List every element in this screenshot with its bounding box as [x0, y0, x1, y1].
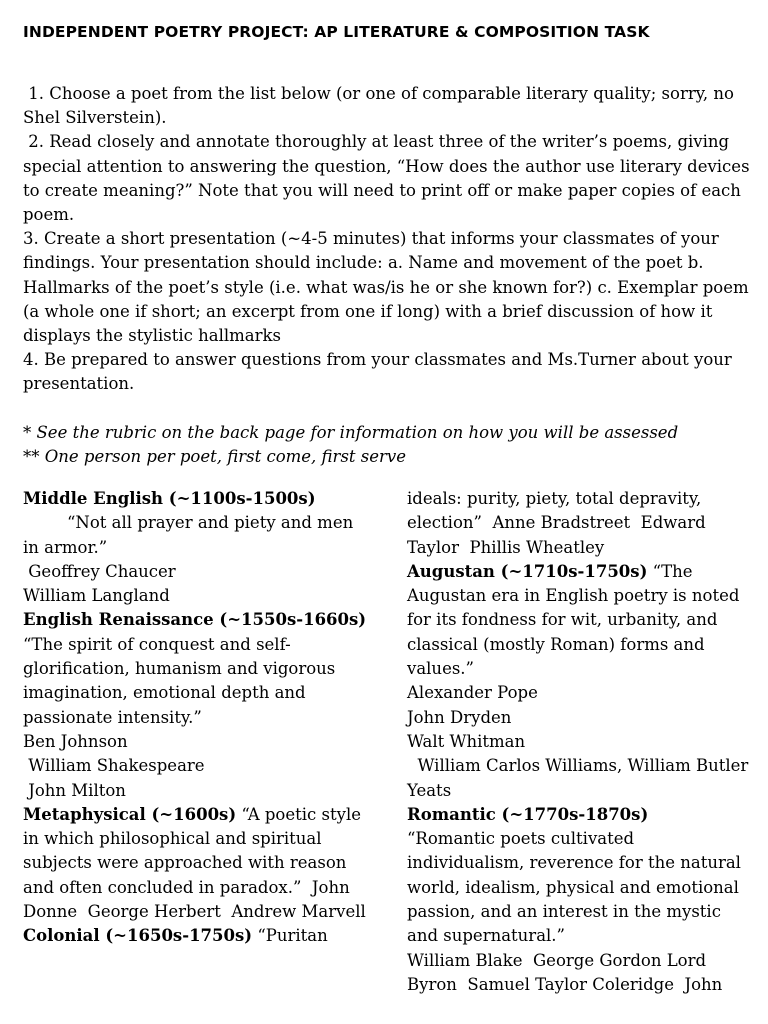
step-3: 3. Create a short presentation (~4-5 minutes) that informs your classmates of your findings. Your presentation should include: a. Name and movement of the poet b. Hallmarks of the poet’s style (i.e. what was/is he or she known for?) c. Exemplar poem (a whole one if short; an excerpt from one if long) with a brief discussion of how it displays the stylistic hallmarks [23, 229, 749, 346]
augustan-section [407, 560, 752, 681]
page-title: INDEPENDENT POETRY PROJECT: AP LITERATURE & COMPOSITION TASK [23, 23, 650, 41]
romantic-poets: William Blake George Gordon Lord Byron Samuel Taylor Coleridge John [407, 950, 723, 994]
poet-pope: Alexander Pope [407, 683, 538, 703]
poet-johnson: Ben Johnson [23, 731, 128, 751]
colonial-text: “Puritan [252, 926, 328, 946]
right-column [407, 487, 752, 997]
metaphysical-text: “A poetic style in which philosophical and spiritual subjects were approached with reason and often concluded in paradox.” John Donne George Herbert Andrew Marvell [23, 804, 367, 922]
metaphysical-section [23, 803, 368, 924]
middle-english-heading: Middle English (~1100s-1500s) [23, 489, 316, 508]
poet-langland: William Langland [23, 586, 170, 606]
augustan-heading: Augustan (~1710s-1750s) [407, 561, 648, 581]
colonial-continued: ideals: purity, piety, total depravity, election” Anne Bradstreet Edward Taylor Phillis Wheatley [407, 489, 711, 557]
colonial-section [23, 924, 368, 948]
poet-milton: John Milton [23, 780, 126, 800]
step-1: 1. Choose a poet from the list below (or one of comparable literary quality; sorry, no Shel Silverstein). [23, 84, 740, 128]
left-column [23, 487, 368, 949]
step-4: 4. Be prepared to answer questions from your classmates and Ms.Turner about your presentation. [23, 350, 732, 394]
step-2: 2. Read closely and annotate thoroughly at least three of the writer’s poems, giving special attention to answering the question, “How does the author use literary devices to create meaning?” Note that you will need to print off or make paper copies of each poem. [23, 132, 755, 225]
romantic-quote: “Romantic poets cultivated individualism, reverence for the natural world, idealism, physical and emotional passion, and an interest in the mystic and supernatural.” [407, 829, 741, 946]
rubric-note: * See the rubric on the back page for information on how you will be assessed [23, 423, 679, 442]
instructions [23, 82, 753, 397]
poet-chaucer: Geoffrey Chaucer [23, 561, 176, 581]
augustan-text: “The Augustan era in English poetry is noted for its fondness for wit, urbanity, and classical (mostly Roman) forms and values.” [407, 561, 745, 679]
english-renaissance-quote: “The spirit of conquest and self-glorification, humanism and vigorous imagination, emotional depth and passionate intensity.” [23, 634, 336, 727]
poet-rule-note: ** One person per poet, first come, first serve [23, 447, 406, 466]
poet-shakespeare: William Shakespeare [23, 756, 205, 776]
metaphysical-heading: Metaphysical (~1600s) [23, 804, 237, 824]
poet-whitman: Walt Whitman [407, 731, 526, 751]
colonial-heading: Colonial (~1650s-1750s) [23, 926, 253, 946]
notes [23, 421, 753, 469]
english-renaissance-heading: English Renaissance (~1550s-1660s) [23, 610, 367, 630]
poet-dryden: John Dryden [407, 707, 512, 727]
romantic-heading: Romantic (~1770s-1870s) [407, 804, 649, 824]
middle-english-quote: “Not all prayer and piety and men in armor.” [23, 513, 354, 557]
poet-williams-yeats: William Carlos Williams, William Butler Yeats [407, 756, 754, 800]
